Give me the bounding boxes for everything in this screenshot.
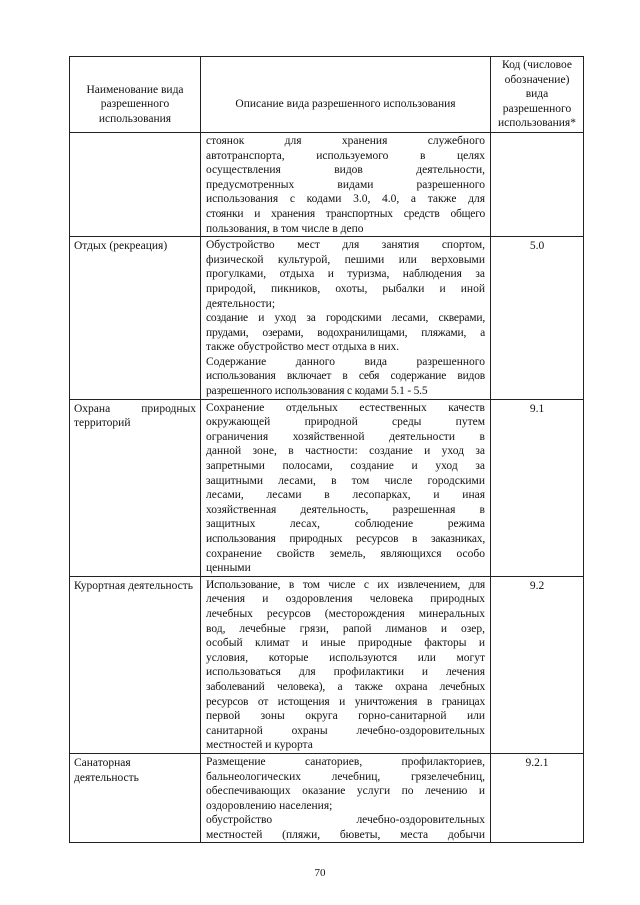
description-line: использования с кодами 3.0, 4.0, а также для (206, 193, 485, 206)
land-use-code-cell (491, 132, 584, 236)
description-line: санитарной охраны лечебно-оздоровительных (206, 724, 485, 737)
land-use-description-cell (201, 237, 491, 400)
description-line: Обустройство мест для занятия спортом, (206, 239, 485, 252)
table-row (70, 576, 584, 753)
land-use-table (69, 56, 584, 843)
description-line: запретными полосами, создание и уход за (206, 460, 485, 473)
description-line: сохранение свойств земель, являющихся особо (206, 547, 485, 560)
description-line: Размещение санаториев, профилакториев, (206, 755, 485, 768)
description-line: оздоровлению населения; (206, 799, 333, 812)
table-row (70, 399, 584, 576)
description-line: защитных лесах, соблюдение режима (206, 518, 485, 531)
table-row (70, 132, 584, 236)
land-use-code-cell: 5.0 (491, 237, 584, 400)
description-line: прогулками, отдыха и туризма, наблюдения за (206, 268, 485, 281)
description-line: заболеваний человека), а также охрана лечебных (206, 680, 485, 693)
land-use-name-cell (70, 132, 201, 236)
description-line: хозяйственная деятельность, разрешенная в (206, 503, 485, 516)
description-line: ограничения хозяйственной деятельности в (206, 430, 485, 443)
table-row (70, 753, 584, 843)
description-line: физической культурой, пешими или верховыми (206, 253, 485, 266)
description-line: бальнеологических лечебниц, грязелечебниц, (206, 770, 485, 783)
description-line: защитными лесами, в том числе городскими (206, 474, 485, 487)
description-line: лечения и оздоровления человека природных (206, 593, 485, 606)
page-number: 70 (314, 867, 326, 879)
land-use-name-cell: Санаторная деятельность (70, 753, 201, 843)
description-line: особый климат и иные природные факторы и (206, 637, 485, 650)
description-line: прудами, озерами, водохранилищами, пляжами, а (206, 326, 485, 339)
table-row (70, 237, 584, 400)
description-line: данной зоне, в частности: создание и уход за (206, 445, 485, 458)
land-use-description-cell (201, 576, 491, 753)
land-use-code-cell: 9.2.1 (491, 753, 584, 843)
description-line: природой, пикников, охоты, рыбалки и иной (206, 282, 485, 295)
description-line: местностей и курорта (206, 739, 313, 752)
land-use-description-cell (201, 399, 491, 576)
description-line: первой зоны округа горно-санитарной или (206, 710, 485, 723)
land-use-description-cell (201, 753, 491, 843)
description-line: стоянки и хранения транспортных средств общего (206, 207, 485, 220)
description-line: лечебных ресурсов (месторождения минеральных (206, 607, 485, 620)
header-description: Описание вида разрешенного использования (201, 57, 491, 133)
description-line: ценными (206, 562, 251, 575)
land-use-description-cell (201, 132, 491, 236)
land-use-name-cell: Охрана природных территорий (70, 399, 201, 576)
land-use-code-cell: 9.1 (491, 399, 584, 576)
description-line: условия, которые используются или могут (206, 651, 485, 664)
description-line: разрешенного использования с кодами 5.1 - 5.5 (206, 385, 428, 398)
header-code: Код (числовое обозначение) вида разрешенного использования* (491, 57, 584, 133)
description-line: использования включает в себя содержание видов (206, 370, 485, 383)
description-line: Сохранение отдельных естественных качеств (206, 401, 485, 414)
description-line: обустройство лечебно-оздоровительных (206, 814, 485, 827)
description-line: ресурсов от истощения и уничтожения в границах (206, 695, 485, 708)
description-line: обеспечивающих оказание услуги по лечению и (206, 785, 485, 798)
description-line: деятельности; (206, 297, 276, 310)
description-line: Содержание данного вида разрешенного (206, 355, 485, 368)
description-line: также обустройство мест отдыха в них. (206, 341, 400, 354)
land-use-name-cell: Курортная деятельность (70, 576, 201, 753)
description-line: Использование, в том числе с их извлечением, для (206, 578, 485, 591)
table-header-row (70, 57, 584, 133)
description-line: вод, лечебные грязи, рапой лиманов и озер, (206, 622, 485, 635)
description-line: лесами, лесами в лесопарках, и иная (206, 489, 485, 502)
description-line: осуществления видов деятельности, (206, 164, 485, 177)
header-name: Наименование вида разрешенного использования (70, 57, 201, 133)
land-use-code-cell: 9.2 (491, 576, 584, 753)
description-line: создание и уход за городскими лесами, скверами, (206, 312, 485, 325)
description-line: использоваться для профилактики и лечения (206, 666, 485, 679)
description-line: стоянок для хранения служебного (206, 134, 485, 147)
description-line: автотранспорта, используемого в целях (206, 149, 485, 162)
description-line: пользования, в том числе в депо (206, 222, 364, 235)
description-line: предусмотренных видами разрешенного (206, 178, 485, 191)
description-line: использования природных ресурсов в заказниках, (206, 533, 485, 545)
land-use-name-cell: Отдых (рекреация) (70, 237, 201, 400)
description-line: местностей (пляжи, бюветы, места добычи (206, 828, 485, 841)
description-line: окружающей природной среды путем (206, 416, 485, 429)
